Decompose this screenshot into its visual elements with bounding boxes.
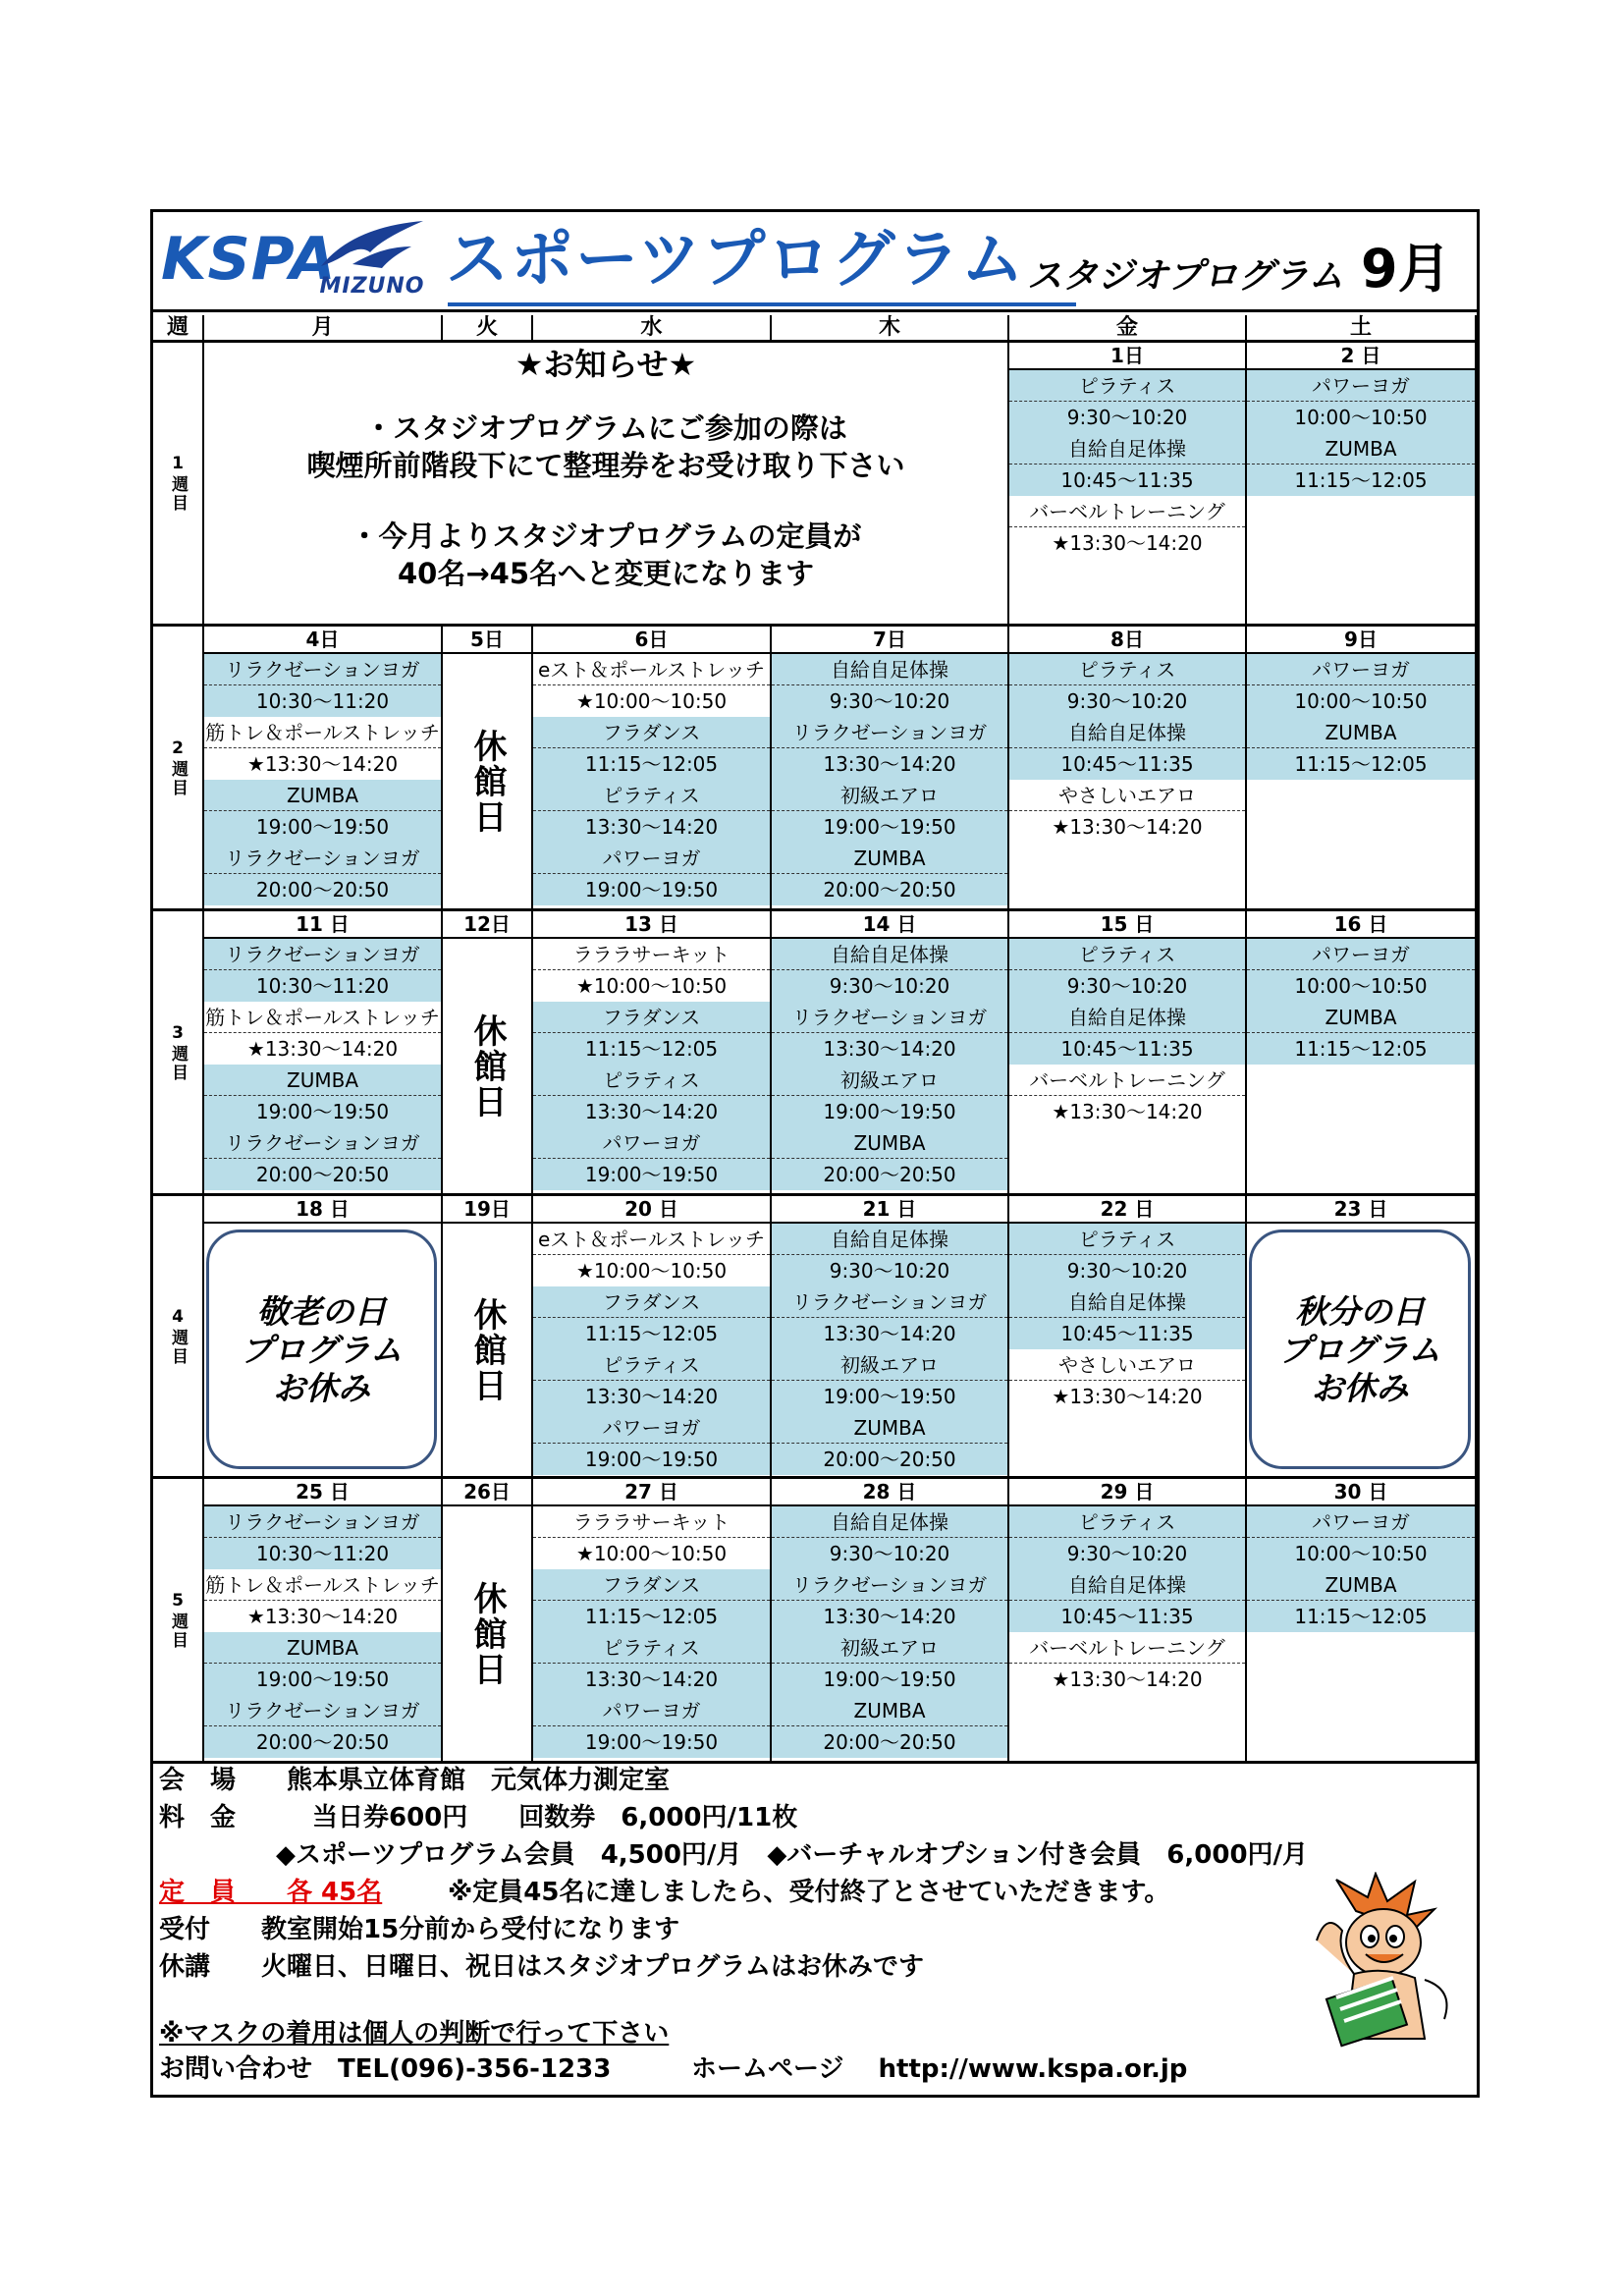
class-name: ピラティス [1009,370,1245,402]
class-name: バーベルトレーニング [1009,1632,1245,1664]
class-slot [204,654,441,717]
week-label [153,1479,204,1764]
class-name: ピラティス [1009,939,1245,970]
class-name: ZUMBA [772,1695,1007,1726]
class-time: 13:30〜14:20 [823,752,956,776]
class-slot [533,843,770,905]
class-time: 20:00〜20:50 [255,878,390,902]
day-number: 11 日 [204,911,443,939]
class-name: eスト＆ポールストレッチ [533,654,770,685]
class-name: ZUMBA [1247,433,1475,465]
class-time: 10:45〜11:35 [1060,1605,1194,1628]
class-time: ★10:00〜10:50 [575,974,728,998]
class-time: 10:00〜10:50 [1294,689,1428,713]
class-time: 19:00〜19:50 [823,1100,956,1123]
class-time: ★13:30〜14:20 [1052,531,1203,555]
class-name: 自給自足体操 [1009,433,1245,465]
class-time: 9:30〜10:20 [1066,689,1188,713]
class-slot [772,1127,1007,1190]
class-time: 19:00〜19:50 [584,878,719,902]
class-name: 初級エアロ [772,1349,1007,1381]
day-number: 7日 [772,627,1009,654]
class-slot [772,939,1007,1002]
class-name: ピラティス [533,1632,770,1664]
kspa-logo: KSPA [161,225,337,294]
class-name: パワーヨガ [1247,939,1475,970]
class-name: 初級エアロ [772,1065,1007,1096]
class-name: 初級エアロ [772,780,1007,811]
class-name: ZUMBA [204,1632,441,1664]
class-time: 11:15〜12:05 [1294,1037,1428,1061]
class-name: 自給自足体操 [1009,1002,1245,1033]
class-name: リラクゼーションヨガ [772,1286,1007,1318]
class-time: 13:30〜14:20 [823,1037,956,1061]
day-number: 1日 [1009,343,1247,370]
homepage-link[interactable]: ホームページ http://www.kspa.or.jp [691,2054,1188,2084]
class-slot [533,1695,770,1758]
class-slot [1247,1569,1475,1632]
notice-title: ★お知らせ★ [514,346,697,383]
class-time: 13:30〜14:20 [584,1100,719,1123]
class-slot [1009,1632,1245,1695]
holiday-notice: 敬老の日 プログラム お休み [206,1230,437,1469]
week-label [153,343,204,627]
class-name: フラダンス [533,1569,770,1601]
day-number: 8日 [1009,627,1247,654]
class-slot [533,1065,770,1127]
class-slot [204,1002,441,1065]
class-slot [533,1412,770,1475]
class-time: 19:00〜19:50 [823,1667,956,1691]
class-time: 20:00〜20:50 [255,1730,390,1754]
week-label-text: 4週目 [168,1306,188,1366]
class-name: リラクゼーションヨガ [772,717,1007,748]
class-name: リラクゼーションヨガ [204,939,441,970]
class-slot [772,780,1007,843]
class-time: 9:30〜10:20 [829,974,950,998]
class-time: 20:00〜20:50 [823,1730,956,1754]
day-number: 14 日 [772,911,1009,939]
class-time: ★13:30〜14:20 [1052,815,1203,839]
class-name: ZUMBA [772,1412,1007,1444]
class-name: パワーヨガ [1247,1506,1475,1538]
day-number: 5日 [443,627,533,654]
day-number: 21 日 [772,1196,1009,1224]
class-name: ピラティス [1009,654,1245,685]
day-number: 18 日 [204,1196,443,1224]
class-name: リラクゼーションヨガ [772,1569,1007,1601]
class-time: 20:00〜20:50 [823,1448,956,1471]
class-time: 10:45〜11:35 [1060,752,1194,776]
class-name: ピラティス [1009,1224,1245,1255]
class-name: ピラティス [533,1349,770,1381]
day-number: 12日 [443,911,533,939]
class-time: ★13:30〜14:20 [1052,1667,1203,1691]
class-slot [1247,370,1475,433]
class-name: リラクゼーションヨガ [204,1695,441,1726]
closed-days-line: 休講 火曜日、日曜日、祝日はスタジオプログラムはお休みです [159,1952,924,1982]
fee-line: 料 金 当日券600円 回数券 6,000円/11枚 [159,1803,798,1832]
class-time: 13:30〜14:20 [823,1605,956,1628]
class-name: フラダンス [533,717,770,748]
class-slot [533,939,770,1002]
class-slot [533,1349,770,1412]
class-name: パワーヨガ [1247,370,1475,402]
class-name: ZUMBA [772,843,1007,874]
class-time: 11:15〜12:05 [1294,468,1428,492]
class-name: 自給自足体操 [772,654,1007,685]
class-time: 9:30〜10:20 [1066,1259,1188,1283]
class-slot [533,1224,770,1286]
day-number: 23 日 [1247,1196,1477,1224]
class-time: 19:00〜19:50 [584,1163,719,1186]
class-slot [772,1412,1007,1475]
closed-day-label [443,939,531,1193]
class-slot [1009,496,1245,559]
day-number: 20 日 [533,1196,772,1224]
class-time: ★13:30〜14:20 [246,752,399,776]
class-name: 初級エアロ [772,1632,1007,1664]
class-slot [1009,1286,1245,1349]
class-name: 自給自足体操 [1009,1286,1245,1318]
class-time: 19:00〜19:50 [255,815,390,839]
class-slot [1247,1002,1475,1065]
mizuno-runbird-icon [313,217,431,276]
class-name: 自給自足体操 [772,939,1007,970]
day-number: 6日 [533,627,772,654]
week-label-text: 1週目 [168,454,188,513]
week-label-text: 3週目 [168,1022,188,1082]
class-slot [533,780,770,843]
class-time: 10:30〜11:20 [255,1542,390,1565]
class-name: ZUMBA [1247,1002,1475,1033]
class-slot [772,1695,1007,1758]
weekday-header-sat: 土 [1247,315,1477,343]
class-name: 筋トレ＆ポールストレッチ [204,1002,441,1033]
page-title: スポーツプログラム [446,224,1026,297]
class-time: 11:15〜12:05 [1294,1605,1428,1628]
class-name: リラクゼーションヨガ [204,1127,441,1159]
week-label [153,627,204,911]
page-subtitle: スタジオプログラム [1027,256,1344,297]
mascot-character-icon [1297,1872,1464,2053]
weekday-header-wed: 水 [533,315,772,343]
class-time: 19:00〜19:50 [823,1385,956,1408]
header [153,212,1477,312]
class-name: ラララサーキット [533,1506,770,1538]
class-slot [1009,433,1245,496]
class-name: やさしいエアロ [1009,1349,1245,1381]
class-name: リラクゼーションヨガ [204,1506,441,1538]
class-name: ピラティス [533,780,770,811]
class-time: 10:00〜10:50 [1294,974,1428,998]
class-slot [533,1632,770,1695]
day-number: 25 日 [204,1479,443,1506]
notice-text [204,343,1007,627]
class-slot [772,1002,1007,1065]
closed-day-text: 休館日 [467,728,507,835]
class-name: パワーヨガ [533,1412,770,1444]
week-label-text: 2週目 [168,738,188,797]
class-name: ピラティス [1009,1506,1245,1538]
day-number: 15 日 [1009,911,1247,939]
class-time: 11:15〜12:05 [584,752,719,776]
notice-line-1: ・スタジオプログラムにご参加の際は [364,411,847,445]
class-slot [1247,717,1475,780]
holiday-notice: 秋分の日 プログラム お休み [1249,1230,1471,1469]
closed-day-label [443,654,531,908]
class-slot [772,1286,1007,1349]
class-slot [1009,1506,1245,1569]
membership-fee-line: ◆スポーツプログラム会員 4,500円/月 ◆バーチャルオプション付き会員 6,000円/月 [276,1840,1309,1870]
venue-line: 会 場 熊本県立体育館 元気体力測定室 [159,1766,671,1795]
class-name: 自給自足体操 [772,1224,1007,1255]
class-name: リラクゼーションヨガ [772,1002,1007,1033]
class-time: ★13:30〜14:20 [246,1037,399,1061]
class-slot [533,1127,770,1190]
class-name: リラクゼーションヨガ [204,654,441,685]
class-name: リラクゼーションヨガ [204,843,441,874]
class-time: ★13:30〜14:20 [246,1605,399,1628]
week-label-text: 5週目 [168,1590,188,1650]
class-slot [1247,433,1475,496]
class-time: 10:30〜11:20 [255,974,390,998]
class-slot [772,843,1007,905]
class-time: 20:00〜20:50 [255,1163,390,1186]
class-time: ★10:00〜10:50 [575,689,728,713]
class-name: フラダンス [533,1002,770,1033]
class-name: ZUMBA [204,1065,441,1096]
day-number: 26日 [443,1479,533,1506]
footer-info [153,1764,1477,2095]
class-slot [204,717,441,780]
day-number: 27 日 [533,1479,772,1506]
title-underline [448,302,1076,306]
class-slot [204,1632,441,1695]
class-time: 10:45〜11:35 [1060,1037,1194,1061]
class-slot [772,1632,1007,1695]
class-slot [1009,1349,1245,1412]
day-number: 2 日 [1247,343,1477,370]
day-number: 4日 [204,627,443,654]
closed-day-label [443,1224,531,1476]
class-slot [772,1506,1007,1569]
class-slot [204,1127,441,1190]
notice-line-4: 40名→45名へと変更になります [397,557,814,590]
class-name: ZUMBA [772,1127,1007,1159]
class-time: 9:30〜10:20 [829,1542,950,1565]
class-slot [1009,1002,1245,1065]
class-slot [204,939,441,1002]
class-name: eスト＆ポールストレッチ [533,1224,770,1255]
capacity-note: ※定員45名に達しましたら、受付終了とさせていただきます。 [448,1878,1170,1907]
class-name: ZUMBA [1247,1569,1475,1601]
class-name: フラダンス [533,1286,770,1318]
class-slot [772,1224,1007,1286]
class-name: 筋トレ＆ポールストレッチ [204,1569,441,1601]
closed-day-text: 休館日 [467,1580,507,1687]
class-time: 13:30〜14:20 [584,1385,719,1408]
day-number: 16 日 [1247,911,1477,939]
mizuno-wordmark: MIZUNO [319,274,425,299]
class-name: やさしいエアロ [1009,780,1245,811]
day-number: 9日 [1247,627,1477,654]
class-slot [533,717,770,780]
class-time: ★10:00〜10:50 [575,1259,728,1283]
class-slot [204,780,441,843]
class-name: 自給自足体操 [1009,1569,1245,1601]
class-name: 自給自足体操 [1009,717,1245,748]
contact-phone: お問い合わせ TEL(096)-356-1233 [159,2054,612,2084]
day-number: 28 日 [772,1479,1009,1506]
class-name: バーベルトレーニング [1009,1065,1245,1096]
class-time: 19:00〜19:50 [255,1667,390,1691]
class-name: パワーヨガ [533,1695,770,1726]
class-slot [1247,1506,1475,1569]
notice-line-3: ・今月よりスタジオプログラムの定員が [350,519,862,553]
day-number: 19日 [443,1196,533,1224]
weekday-header-mon: 月 [204,315,443,343]
class-slot [1009,654,1245,717]
closed-day-text: 休館日 [467,1296,507,1403]
capacity-label: 定 員 各 45名 [159,1878,383,1907]
class-time: 9:30〜10:20 [1066,974,1188,998]
class-slot [533,654,770,717]
class-time: ★13:30〜14:20 [1052,1385,1203,1408]
class-time: 9:30〜10:20 [1066,406,1188,429]
class-time: 19:00〜19:50 [255,1100,390,1123]
class-slot [772,1349,1007,1412]
closed-day-text: 休館日 [467,1012,507,1120]
class-slot [533,1569,770,1632]
class-slot [204,1506,441,1569]
mizuno-logo [313,217,431,305]
class-time: 13:30〜14:20 [584,1667,719,1691]
month-label: 9月 [1361,238,1451,300]
class-name: ZUMBA [1247,717,1475,748]
class-name: ZUMBA [204,780,441,811]
class-time: 10:00〜10:50 [1294,1542,1428,1565]
class-slot [772,1569,1007,1632]
class-time: 11:15〜12:05 [584,1322,719,1345]
class-time: 10:00〜10:50 [1294,406,1428,429]
class-time: 20:00〜20:50 [823,878,956,902]
class-name: 自給自足体操 [772,1506,1007,1538]
class-time: 13:30〜14:20 [584,815,719,839]
class-slot [1009,780,1245,843]
class-time: 20:00〜20:50 [823,1163,956,1186]
class-slot [772,1065,1007,1127]
class-slot [1009,1065,1245,1127]
notice-line-2: 喫煙所前階段下にて整理券をお受け取り下さい [306,449,905,482]
class-time: ★13:30〜14:20 [1052,1100,1203,1123]
week-label [153,1196,204,1479]
class-slot [204,1695,441,1758]
day-number: 29 日 [1009,1479,1247,1506]
class-slot [533,1286,770,1349]
class-slot [772,654,1007,717]
schedule-sheet [150,209,1480,2098]
class-time: 11:15〜12:05 [584,1037,719,1061]
class-name: パワーヨガ [533,1127,770,1159]
class-name: パワーヨガ [533,843,770,874]
day-number: 13 日 [533,911,772,939]
class-time: 19:00〜19:50 [584,1730,719,1754]
class-name: パワーヨガ [1247,654,1475,685]
class-time: 19:00〜19:50 [584,1448,719,1471]
class-slot [1247,939,1475,1002]
class-time: 11:15〜12:05 [584,1605,719,1628]
class-time: 9:30〜10:20 [829,1259,950,1283]
reception-line: 受付 教室開始15分前から受付になります [159,1915,680,1944]
mask-notice: ※マスクの着用は個人の判断で行って下さい [159,2019,670,2049]
class-time: 10:30〜11:20 [255,689,390,713]
class-slot [1009,717,1245,780]
weekday-header-thu: 木 [772,315,1009,343]
class-time: 11:15〜12:05 [1294,752,1428,776]
class-time: 9:30〜10:20 [829,689,950,713]
class-slot [1009,939,1245,1002]
class-slot [204,1065,441,1127]
class-slot [1247,654,1475,717]
weekday-header-tue: 火 [443,315,533,343]
class-slot [533,1506,770,1569]
class-name: ピラティス [533,1065,770,1096]
closed-day-label [443,1506,531,1761]
weekday-header-wk: 週 [153,315,204,343]
week-label [153,911,204,1196]
class-slot [533,1002,770,1065]
class-name: バーベルトレーニング [1009,496,1245,527]
class-name: ラララサーキット [533,939,770,970]
class-slot [204,843,441,905]
class-time: 13:30〜14:20 [823,1322,956,1345]
class-slot [204,1569,441,1632]
class-time: 19:00〜19:50 [823,815,956,839]
class-name: 筋トレ＆ポールストレッチ [204,717,441,748]
day-number: 22 日 [1009,1196,1247,1224]
class-slot [1009,1569,1245,1632]
class-time: 10:45〜11:35 [1060,468,1194,492]
class-time: 9:30〜10:20 [1066,1542,1188,1565]
class-slot [1009,370,1245,433]
class-slot [1009,1224,1245,1286]
weekday-header-fri: 金 [1009,315,1247,343]
class-slot [772,717,1007,780]
day-number: 30 日 [1247,1479,1477,1506]
class-time: ★10:00〜10:50 [575,1542,728,1565]
class-time: 10:45〜11:35 [1060,1322,1194,1345]
